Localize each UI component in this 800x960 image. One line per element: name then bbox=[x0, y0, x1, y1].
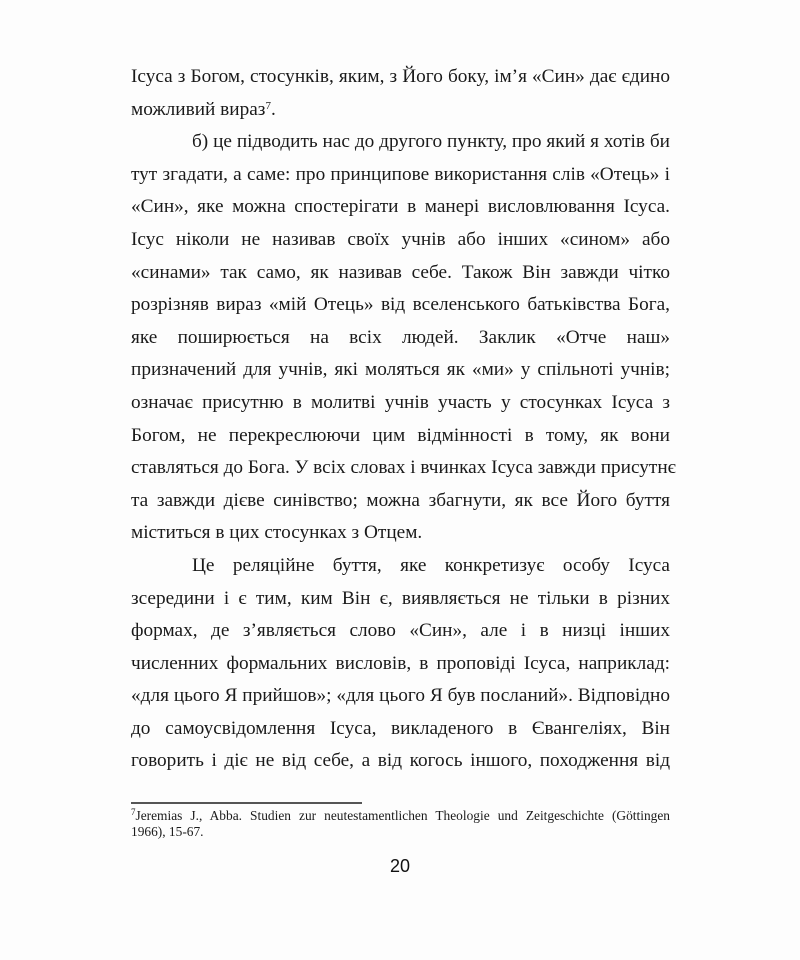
text-line-end: . bbox=[270, 98, 276, 120]
footnote-reference[interactable]: 7 bbox=[265, 99, 271, 112]
text-line: численних формальних висловів, в проповіді Ісуса, наприклад: bbox=[131, 652, 670, 674]
footnote-separator bbox=[131, 802, 362, 804]
text-line: говорить і діє не від себе, а від когось іншого, походження від bbox=[131, 750, 670, 772]
text-line: до самоусвідомлення Ісуса, викладеного в Євангеліях, Він bbox=[131, 717, 670, 739]
footnote-line: 1966), 15-67. bbox=[131, 824, 204, 839]
text-line: яке поширюється на всіх людей. Заклик «Отче наш» bbox=[131, 326, 670, 348]
paragraph-start-line: Це реляційне буття, яке конкретизує особу Ісуса bbox=[192, 554, 670, 576]
text-line: призначений для учнів, які моляться як «ми» у спільноті учнів; bbox=[131, 359, 670, 381]
text-line bbox=[131, 94, 670, 127]
text-line: «для цього Я прийшов»; «для цього Я був посланий». Відповідно bbox=[131, 685, 670, 707]
paragraph-start-line: б) це підводить нас до другого пункту, про який я хотів би bbox=[192, 131, 670, 153]
text-line: зсередини і є тим, ким Він є, виявляється не тільки в різних bbox=[131, 587, 670, 609]
footnote-number: 7 bbox=[131, 807, 136, 817]
text-line-content: можливий вираз bbox=[131, 98, 266, 120]
text-line: тут згадати, а саме: про принципове використання слів «Отець» і bbox=[131, 163, 670, 185]
text-line: ставляться до Бога. У всіх словах і вчинках Ісуса завжди присутнє bbox=[131, 457, 676, 479]
text-line: означає присутню в молитві учнів участь у стосунках Ісуса з bbox=[131, 391, 670, 413]
footnote bbox=[131, 808, 670, 840]
body-text bbox=[131, 61, 676, 778]
text-line: розрізняв вираз «мій Отець» від вселенського батьківства Бога, bbox=[131, 294, 670, 316]
text-line: міститься в цих стосунках з Отцем. bbox=[131, 522, 423, 544]
text-line: «Син», яке можна спостерігати в манері висловлювання Ісуса. bbox=[131, 196, 670, 218]
text-line: «синами» так само, як називав себе. Також Він завжди чітко bbox=[131, 261, 670, 283]
footnote-line bbox=[131, 808, 670, 824]
text-line: Ісуса з Богом, стосунків, яким, з Його боку, ім’я «Син» дає єдино bbox=[131, 66, 670, 87]
text-line: Богом, не перекреслюючи цим відмінності в тому, як вони bbox=[131, 424, 670, 446]
text-line: формах, де з’являється слово «Син», але і в низці інших bbox=[131, 620, 670, 642]
page-number: 20 bbox=[389, 856, 411, 876]
text-line: Ісус ніколи не називав своїх учнів або інших «сином» або bbox=[131, 228, 670, 250]
text-line: та завжди дієве синівство; можна збагнути, як все Його буття bbox=[131, 489, 670, 511]
footnote-text: Jeremias J., Abba. Studien zur neutestamentlichen Theologie und Zeitgeschichte (Göttingen bbox=[135, 808, 670, 823]
